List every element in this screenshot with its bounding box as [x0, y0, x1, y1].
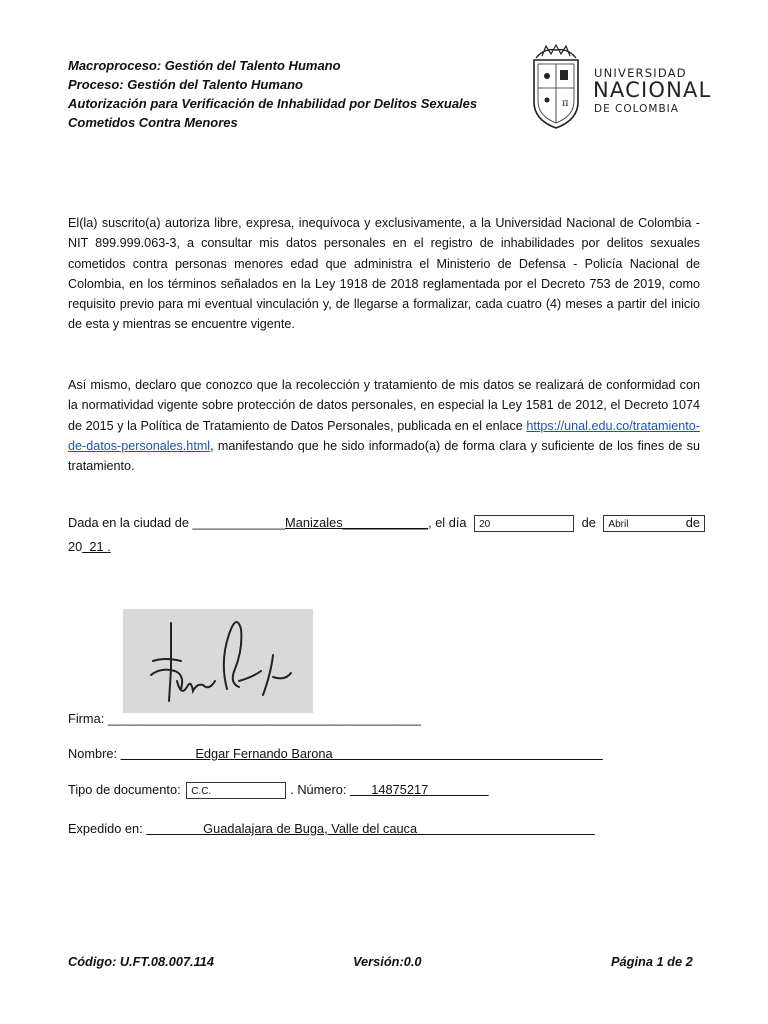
document-type-field[interactable]: C.C. — [186, 782, 286, 799]
month-field[interactable]: Abril — [603, 515, 705, 532]
issued-in-line — [68, 821, 595, 836]
authorization-paragraph: El(la) suscrito(a) autoriza libre, expresa, inequívoca y exclusivamente, a la Universidad Nacional de Colombia - NIT 899.999.063-3, a consultar mis datos personales en el registro de inhabilidades por delitos sexuales cometidos contra personas menores edad que administra el Ministerio de Defensa - Policía Nacional de Colombia, en los términos señalados en la Ley 1918 de 2018 reglamentada por el Decreto 753 de 2019, como requisito previo para mi eventual vinculación y, de llegarse a formalizar, cada cuatro (4) meses a partir del inicio de esta y mientras se encuentre vigente. — [68, 216, 700, 332]
year-line: 20 21 . — [68, 539, 111, 554]
date-line: Dada en la ciudad de _____________Manizales____________, el día 20 de Abril de — [68, 515, 700, 532]
document-line: Tipo de documento: C.C. . Número: 14875217 — [68, 782, 489, 799]
svg-text:π: π — [562, 98, 569, 109]
university-crest-icon — [524, 44, 588, 130]
document-header — [68, 56, 477, 132]
footer-page-number: Página 1 de 2 — [611, 954, 693, 969]
day-field[interactable]: 20 — [474, 515, 574, 532]
data-policy-link[interactable]: https://unal.edu.co/tratamiento-de-datos-personales.html — [68, 418, 700, 453]
macroproceso-line: Macroproceso: Gestión del Talento Humano — [68, 58, 341, 73]
name-line — [68, 746, 603, 761]
signature-label: Firma: — [68, 711, 105, 726]
name-value: Edgar Fernando Barona — [195, 746, 333, 761]
footer-version: Versión:0.0 — [353, 954, 422, 969]
document-type-label: Tipo de documento: — [68, 782, 181, 797]
issued-in-label: Expedido en: — [68, 821, 143, 836]
city-value: Manizales____________ — [285, 515, 429, 530]
document-number-value: 14875217 — [371, 782, 429, 797]
issued-in-value: Guadalajara de Buga, Valle del cauca — [203, 821, 418, 836]
document-title-line2: Cometidos Contra Menores — [68, 115, 238, 130]
name-label: Nombre: — [68, 746, 118, 761]
document-title-line1: Autorización para Verificación de Inhabilidad por Delitos Sexuales — [68, 96, 478, 111]
footer-code: Código: U.FT.08.007.114 — [68, 954, 215, 969]
signature-image — [123, 609, 313, 713]
signature-line: Firma: ____________________________________________ — [68, 711, 421, 726]
data-protection-paragraph: Así mismo, declaro que conozco que la recolección y tratamiento de mis datos se realizará de conformidad con la normatividad vigente sobre protección de datos personales, en especial la Ley 1581 de 2012, el Decreto 1074 de 2015 y la Política de Tratamiento de Datos Personales, publicada en el enlace https://unal.edu.co/tratamiento-de-datos-personales.html, manifestando que he sido informado(a) de forma clara y suficiente de los fines de su tratamiento. — [68, 378, 700, 474]
year-value: 21 . — [89, 539, 111, 554]
university-logo — [524, 44, 714, 130]
logo-text-de-colombia: DE COLOMBIA — [594, 103, 679, 115]
logo-text-nacional: NACIONAL — [593, 78, 712, 102]
proceso-line: Proceso: Gestión del Talento Humano — [68, 77, 303, 92]
logo-text-universidad: UNIVERSIDAD — [594, 66, 687, 80]
